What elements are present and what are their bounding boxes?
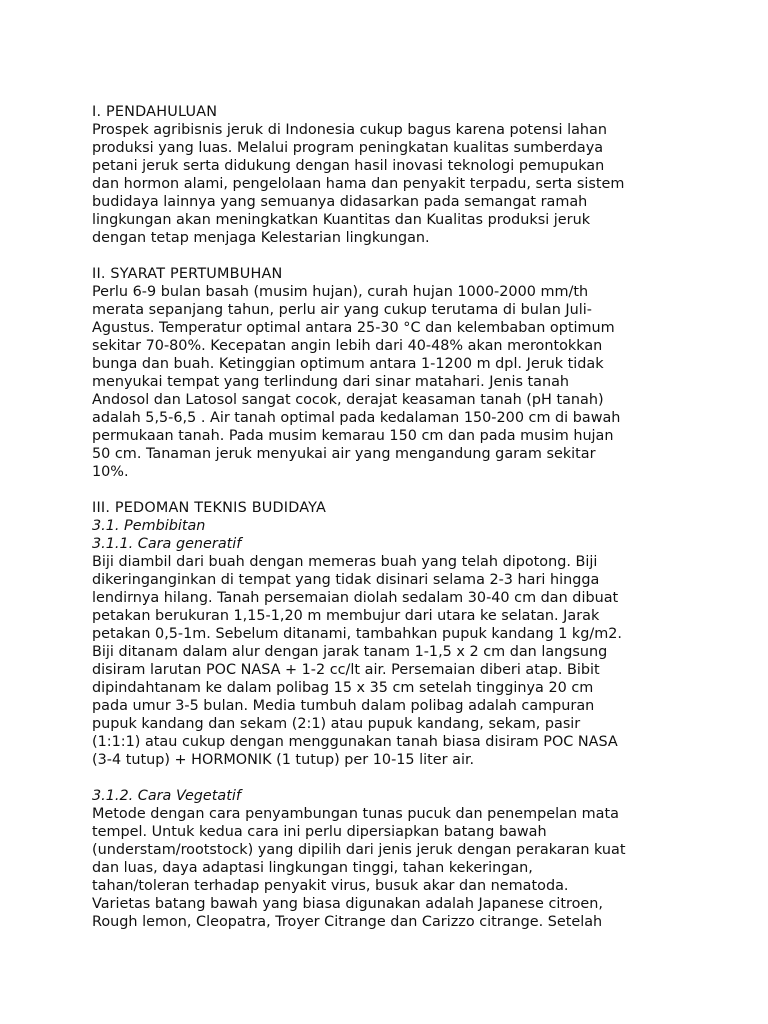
section-paragraph-syarat-pertumbuhan	[92, 283, 692, 481]
text-line: pupuk kandang dan sekam (2:1) atau pupuk kandang, sekam, pasir	[92, 716, 581, 732]
text-line: Varietas batang bawah yang biasa digunakan adalah Japanese citroen,	[92, 896, 603, 912]
text-line: Andosol dan Latosol sangat cocok, derajat keasaman tanah (pH tanah)	[92, 392, 604, 408]
text-line: (1:1:1) atau cukup dengan menggunakan tanah biasa disiram POC NASA	[92, 734, 618, 750]
text-line: adalah 5,5-6,5 . Air tanah optimal pada kedalaman 150-200 cm di bawah	[92, 410, 621, 426]
text-line: lingkungan akan meningkatkan Kuantitas dan Kualitas produksi jeruk	[92, 212, 591, 228]
text-line: 10%.	[92, 464, 129, 480]
text-line: disiram larutan POC NASA + 1-2 cc/lt air. Persemaian diberi atap. Bibit	[92, 662, 600, 678]
text-line: tempel. Untuk kedua cara ini perlu dipersiapkan batang bawah	[92, 824, 547, 840]
text-line: Biji ditanam dalam alur dengan jarak tanam 1-1,5 x 2 cm dan langsung	[92, 644, 608, 660]
text-line: (understam/rootstock) yang dipilih dari jenis jeruk dengan perakaran kuat	[92, 842, 626, 858]
text-line: petani jeruk serta didukung dengan hasil inovasi teknologi pemupukan	[92, 158, 605, 174]
paragraph-gap	[92, 247, 692, 265]
section-heading-syarat-pertumbuhan: II. SYARAT PERTUMBUHAN	[92, 266, 283, 282]
text-line: sekitar 70-80%. Kecepatan angin lebih dari 40-48% akan merontokkan	[92, 338, 603, 354]
text-line: pada umur 3-5 bulan. Media tumbuh dalam polibag adalah campuran	[92, 698, 595, 714]
text-line: 50 cm. Tanaman jeruk menyukai air yang mengandung garam sekitar	[92, 446, 596, 462]
subheading-cara-vegetatif: 3.1.2. Cara Vegetatif	[92, 788, 241, 804]
text-line: dan hormon alami, pengelolaan hama dan penyakit terpadu, serta sistem	[92, 176, 625, 192]
text-line: petakan 0,5-1m. Sebelum ditanami, tambahkan pupuk kandang 1 kg/m2.	[92, 626, 622, 642]
text-line: Perlu 6-9 bulan basah (musim hujan), curah hujan 1000-2000 mm/th	[92, 284, 589, 300]
text-line: petakan berukuran 1,15-1,20 m membujur dari utara ke selatan. Jarak	[92, 608, 600, 624]
subheading-cara-generatif: 3.1.1. Cara generatif	[92, 536, 242, 552]
text-line: dikeringanginkan di tempat yang tidak disinari selama 2-3 hari hingga	[92, 572, 600, 588]
section-paragraph-cara-vegetatif	[92, 805, 692, 931]
section-paragraph-pendahuluan	[92, 121, 692, 247]
text-line: Metode dengan cara penyambungan tunas pucuk dan penempelan mata	[92, 806, 619, 822]
text-line: produksi yang luas. Melalui program peningkatan kualitas sumberdaya	[92, 140, 604, 156]
text-line: merata sepanjang tahun, perlu air yang cukup terutama di bulan Juli-	[92, 302, 592, 318]
text-line: dan luas, daya adaptasi lingkungan tinggi, tahan kekeringan,	[92, 860, 533, 876]
text-line: Prospek agribisnis jeruk di Indonesia cukup bagus karena potensi lahan	[92, 122, 607, 138]
paragraph-gap	[92, 769, 692, 787]
text-line: Biji diambil dari buah dengan memeras buah yang telah dipotong. Biji	[92, 554, 598, 570]
text-line: bunga dan buah. Ketinggian optimum antara 1-1200 m dpl. Jeruk tidak	[92, 356, 604, 372]
text-line: budidaya lainnya yang semuanya didasarkan pada semangat ramah	[92, 194, 588, 210]
section-heading-pedoman-teknis: III. PEDOMAN TEKNIS BUDIDAYA	[92, 500, 327, 516]
text-line: dipindahtanam ke dalam polibag 15 x 35 cm setelah tingginya 20 cm	[92, 680, 594, 696]
text-line: tahan/toleran terhadap penyakit virus, busuk akar dan nematoda.	[92, 878, 569, 894]
text-line: Agustus. Temperatur optimal antara 25-30 °C dan kelembaban optimum	[92, 320, 615, 336]
text-line: permukaan tanah. Pada musim kemarau 150 cm dan pada musim hujan	[92, 428, 614, 444]
text-line: (3-4 tutup) + HORMONIK (1 tutup) per 10-15 liter air.	[92, 752, 475, 768]
text-line: dengan tetap menjaga Kelestarian lingkungan.	[92, 230, 430, 246]
subheading-pembibitan: 3.1. Pembibitan	[92, 518, 206, 534]
text-line: menyukai tempat yang terlindung dari sinar matahari. Jenis tanah	[92, 374, 570, 390]
section-heading-pendahuluan: I. PENDAHULUAN	[92, 104, 218, 120]
text-line: lendirnya hilang. Tanah persemaian diolah sedalam 30-40 cm dan dibuat	[92, 590, 619, 606]
text-line: Rough lemon, Cleopatra, Troyer Citrange dan Carizzo citrange. Setelah	[92, 914, 603, 930]
section-paragraph-cara-generatif	[92, 553, 692, 769]
document-page	[92, 103, 692, 931]
paragraph-gap	[92, 481, 692, 499]
